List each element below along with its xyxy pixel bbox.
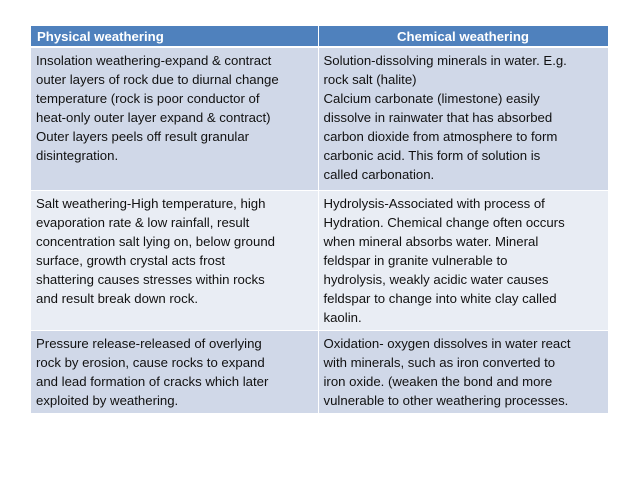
cell-pressure-release: Pressure release-released of overlying rock by erosion, cause rocks to expand and lead formation of cracks which later exploited by weathering.: [31, 331, 318, 414]
cell-insolation-weathering: Insolation weathering-expand & contract outer layers of rock due to diurnal change temperature (rock is poor conductor of heat-only outer layer expand & contract) Outer layers peels off result granular disintegration.: [31, 47, 318, 191]
cell-oxidation: Oxidation- oxygen dissolves in water react with minerals, such as iron converted to iron oxide. (weaken the bond and more vulnerable to other weathering processes.: [318, 331, 608, 414]
table-row: [31, 191, 608, 331]
cell-salt-weathering: Salt weathering-High temperature, high evaporation rate & low rainfall, result concentration salt lying on, below ground surface, growth crystal acts frost shattering causes stresses within rocks and result break down rock.: [31, 191, 318, 331]
table-row: [31, 47, 608, 191]
weathering-comparison-table: [31, 26, 609, 414]
header-chemical-weathering: Chemical weathering: [318, 26, 608, 47]
cell-hydrolysis: Hydrolysis-Associated with process of Hydration. Chemical change often occurs when mineral absorbs water. Mineral feldspar in granite vulnerable to hydrolysis, weakly acidic water causes feldspar to change into white clay called kaolin.: [318, 191, 608, 331]
table-row: [31, 331, 608, 414]
table-header-row: [31, 26, 608, 47]
cell-solution-weathering: Solution-dissolving minerals in water. E.g. rock salt (halite) Calcium carbonate (limestone) easily dissolve in rainwater that has absorbed carbon dioxide from atmosphere to form carbonic acid. This form of solution is called carbonation.: [318, 47, 608, 191]
header-physical-weathering: Physical weathering: [31, 26, 318, 47]
